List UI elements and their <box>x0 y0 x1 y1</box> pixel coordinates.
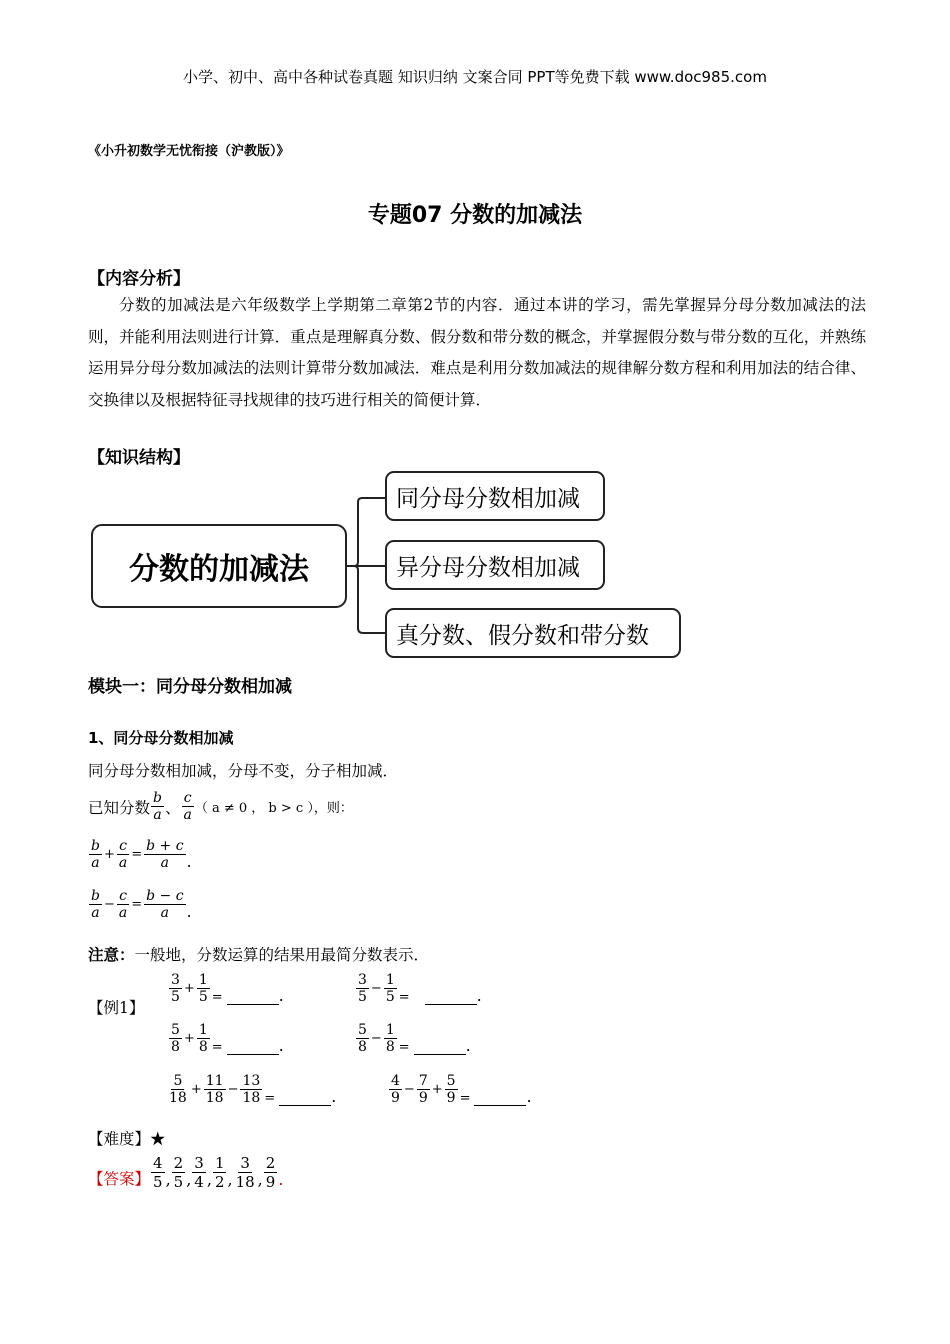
answer-line: 【答案】 4 5 , 2 5 , 3 4 , 1 2 , 3 18 , 2 9 . <box>88 1154 284 1191</box>
fraction-b-over-a: b a <box>153 790 162 823</box>
given-sep: 、 <box>164 798 181 817</box>
example-label: 【例1】 <box>88 999 145 1017</box>
content-analysis-text: 分数的加减法是六年级数学上学期第二章第2节的内容．通过本讲的学习，需先掌握异分母分数加减法的法则，并能利用法则进行计算．重点是理解真分数、假分数和带分数的概念，并掌握假分数与带分数的互化，并熟练运用异分母分数加减法的法则计算带分数加减法．难点是利用分数加减法的规律解分数方程和利用加法的结合律、交换律以及根据特征寻找规律的技巧进行相关的简便计算． <box>88 296 866 409</box>
exercise-1: 3 5 + $\frac{1}{5}$ = . <box>171 972 284 1005</box>
answer-blank[interactable] <box>227 990 279 1005</box>
mindmap-node-fraction-types: 真分数、假分数和带分数 <box>385 608 681 658</box>
given-line <box>88 790 353 823</box>
series-title: 《小升初数学无忧衔接（沪教版）》 <box>88 144 290 159</box>
exercise-3: 5 8 + $\frac{1}{8}$ = . <box>171 1022 284 1055</box>
given-prefix: 已知分数 <box>88 798 151 817</box>
knowledge-heading: 【知识结构】 <box>88 448 190 468</box>
difficulty-label: 【难度】 <box>88 1130 151 1148</box>
answer-blank[interactable] <box>425 990 477 1005</box>
answer-blank[interactable] <box>414 1040 466 1055</box>
answer-label: 【答案】 <box>88 1170 151 1188</box>
note-text: 一般地，分数运算的结果用最简分数表示． <box>134 946 430 964</box>
mindmap-node-same-denominator: 同分母分数相加减 <box>385 471 605 521</box>
page-title: 专题07 分数的加减法 <box>367 203 583 228</box>
formula-add: b a + $\frac{c}{a}$ = $\frac{b + c}{a}$ . <box>91 838 192 871</box>
section-heading: 1、同分母分数相加减 <box>88 729 234 747</box>
difficulty-line <box>88 1127 166 1149</box>
difficulty-star: ★ <box>150 1130 166 1148</box>
formula-subtract: b a − $\frac{c}{a}$ = $\frac{b - c}{a}$ . <box>91 888 192 921</box>
mindmap-root: 分数的加减法 <box>91 524 347 608</box>
module-heading: 模块一：同分母分数相加减 <box>88 677 292 697</box>
rule-text: 同分母分数相加减，分母不变，分子相加减． <box>88 762 399 780</box>
content-analysis-heading: 【内容分析】 <box>88 269 190 289</box>
site-banner: 小学、初中、高中各种试卷真题 知识归纳 文案合同 PPT等免费下载 www.doc985.com <box>183 68 767 86</box>
answer-blank[interactable] <box>227 1040 279 1055</box>
exercise-5: 5 18 + $\frac{11}{18}$ − $\frac{13}{18}$ = . <box>169 1073 337 1106</box>
note-line <box>88 943 429 965</box>
note-label: 注意： <box>88 946 135 964</box>
fraction-c-over-a: c a <box>183 790 192 823</box>
exercise-2: 3 5 − $\frac{1}{5}$ = . <box>358 972 482 1005</box>
given-condition: （ a ≠ 0 ， b > c ），则： <box>194 801 353 816</box>
answer-blank[interactable] <box>474 1091 526 1106</box>
mindmap-node-different-denominator: 异分母分数相加减 <box>385 540 605 590</box>
exercise-6: 4 9 − $\frac{7}{9}$ + $\frac{5}{9}$ = . <box>391 1073 532 1106</box>
exercise-4: 5 8 − $\frac{1}{8}$ = . <box>358 1022 471 1055</box>
answer-blank[interactable] <box>279 1091 331 1106</box>
